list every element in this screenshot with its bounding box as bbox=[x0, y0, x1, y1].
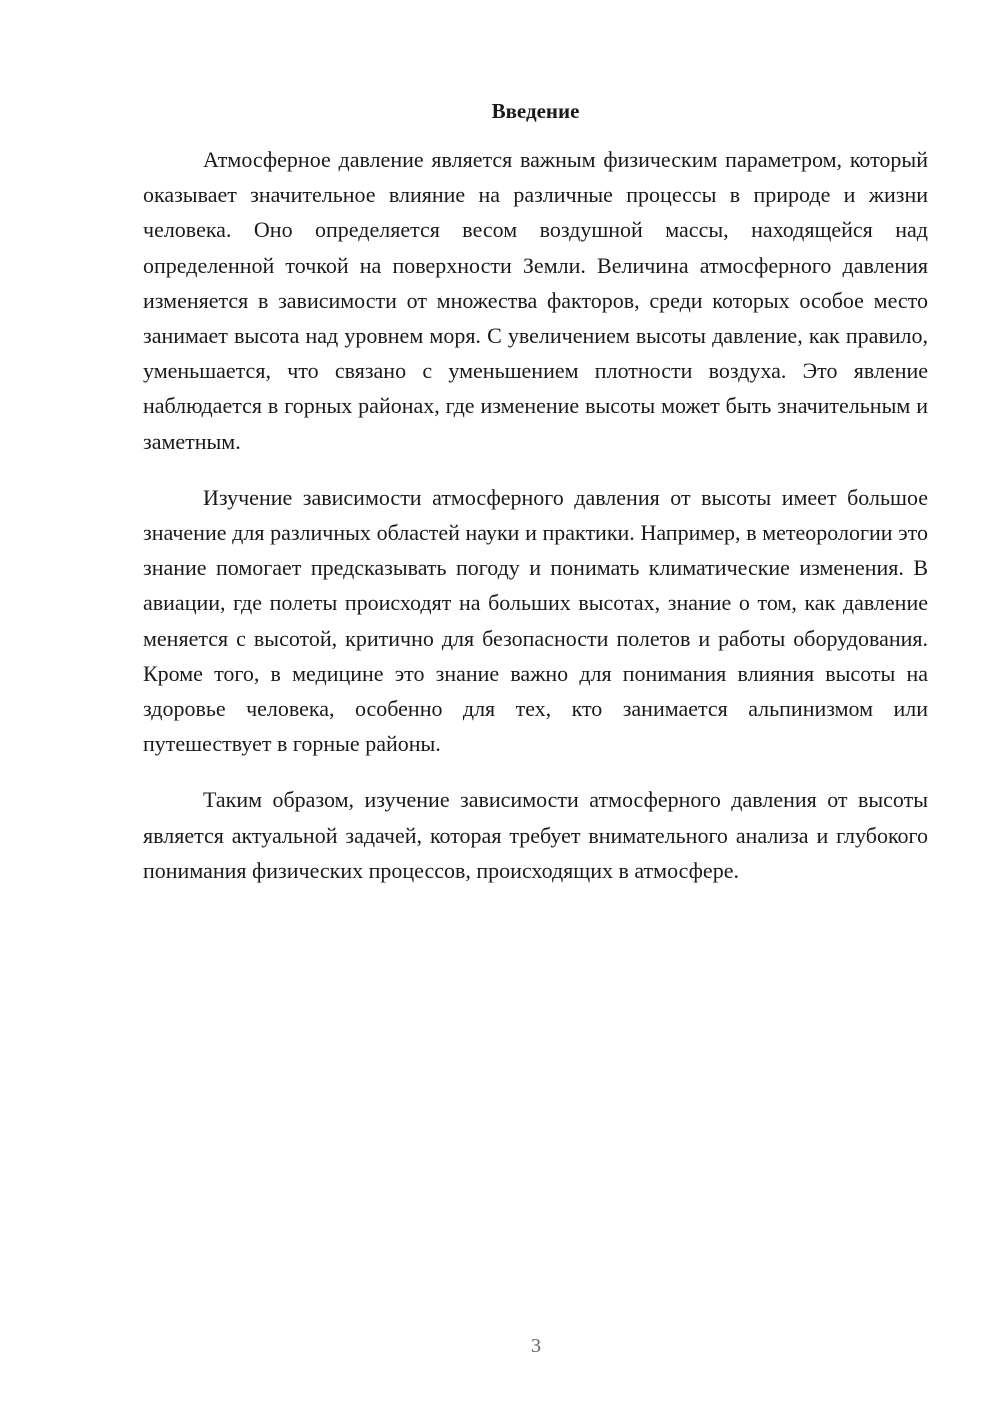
paragraph-3: Таким образом, изучение зависимости атмосферного давления от высоты является актуальной задачей, которая требует внимательного анализа и глубокого понимания физических процессов, происходящих в атмосфере. bbox=[143, 787, 928, 883]
paragraph-2: Изучение зависимости атмосферного давления от высоты имеет большое значение для различных областей науки и практики. Например, в метеорологии это знание помогает предсказывать погоду и понимать климатические изменения. В авиации, где полеты происходят на больших высотах, знание о том, как давление меняется с высотой, критично для безопасности полетов и работы оборудования. Кроме того, в медицине это знание важно для понимания влияния высоты на здоровье человека, особенно для тех, кто занимается альпинизмом или путешествует в горные районы. bbox=[143, 484, 928, 757]
page-number: 3 bbox=[531, 1335, 541, 1357]
document-body bbox=[143, 142, 928, 909]
page-title: Введение bbox=[491, 99, 580, 123]
paragraph-1: Атмосферное давление является важным физическим параметром, который оказывает значительное влияние на различные процессы в природе и жизни человека. Оно определяется весом воздушной массы, находящейся над определенной точкой на поверхности Земли. Величина атмосферного давления изменяется в зависимости от множества факторов, среди которых особое место занимает высота над уровнем моря. С увеличением высоты давление, как правило, уменьшается, что связано с уменьшением плотности воздуха. Это явление наблюдается в горных районах, где изменение высоты может быть значительным и заметным. bbox=[143, 147, 928, 454]
